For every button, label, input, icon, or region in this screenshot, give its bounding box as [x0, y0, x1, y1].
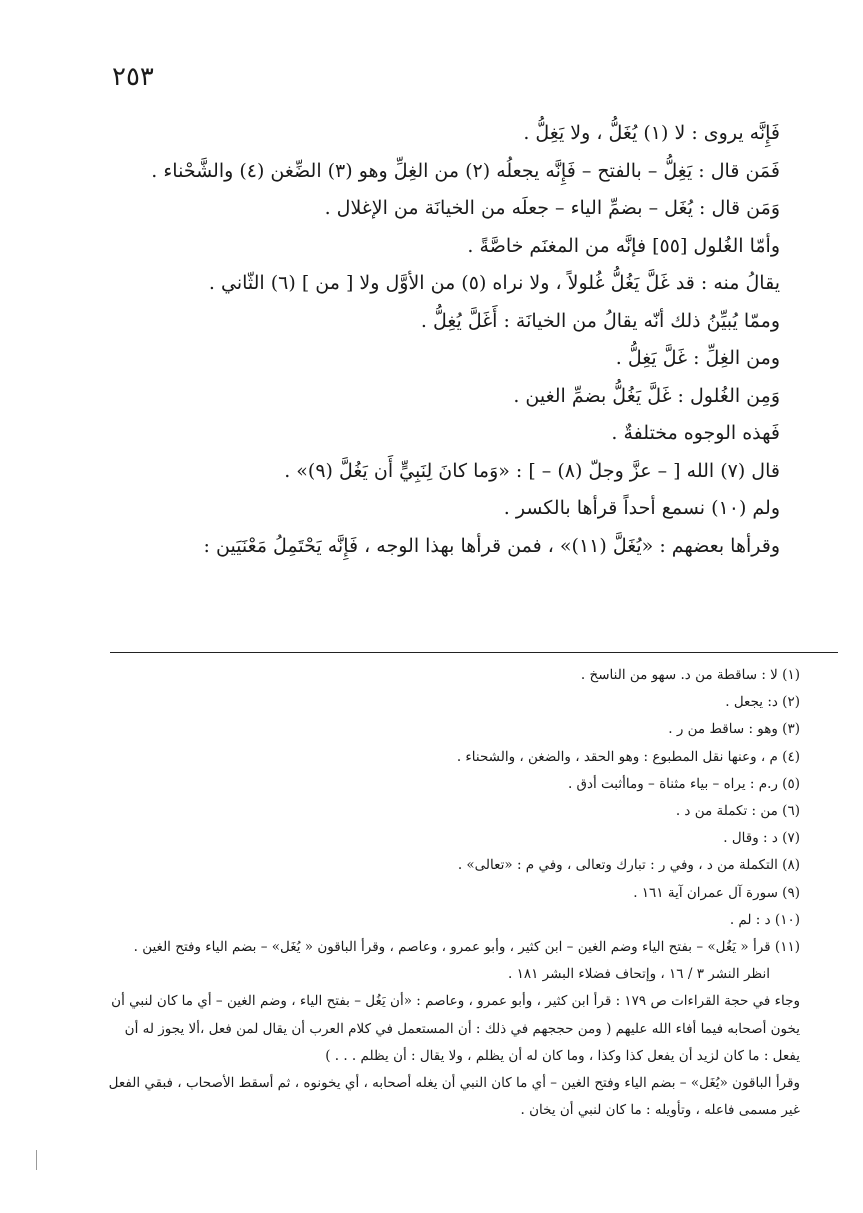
main-line: ومن الغِلِّ : غَلَّ يَغِلُّ .	[615, 347, 780, 369]
main-line: وممّا يُبيِّنُ ذلك أنّه يقالُ من الخيانَة : أَغَلَّ يُغِلُّ .	[420, 309, 780, 332]
footnotes	[100, 662, 800, 1124]
footnote: (١١) قرأ « يَغُل» – بفتح الياء وضم الغين – ابن كثير ، وأبو عمرو ، وعاصم ، وقرأ الباقون « يُغَل» – بضم الياء وفتح الغين .	[133, 939, 800, 956]
footnote: (٢) د: يجعل .	[725, 694, 800, 711]
main-line: قال (٧) الله [ – عزَّ وجلّ (٨) – ] : «وَما كانَ لِنَبِيٍّ أَن يَغُلَّ (٩)» .	[284, 459, 780, 482]
main-line: وأمّا الغُلول [٥٥] فإنَّه من المغنَم خاصَّةً .	[467, 234, 780, 257]
footnote: (١) لا : ساقطة من د. سهو من الناسخ .	[580, 667, 800, 683]
footnote: (٣) وهو : ساقط من ر .	[668, 721, 800, 738]
footnote-divider	[110, 652, 838, 653]
margin-mark	[36, 1150, 37, 1170]
main-line: فَهذه الوجوه مختلفةٌ .	[611, 422, 780, 444]
page-number: ٢٥٣	[112, 62, 154, 92]
main-line: ولم (١٠) نسمع أحداً قرأها بالكسر .	[503, 497, 780, 519]
footnote-quote: وقرأ الباقون «يُغَل» – بضم الياء وفتح الغين – أي ما كان النبي أن يغله أصحابه ، أي يخونوه ، ثم أسقط الأصحاب ، فبقي الفعل غير مسمى فاعله ، وتأويله : ما كان لنبي أن يخان .	[108, 1075, 800, 1119]
main-line: فَإِنَّه يروى : لا (١) يُغَلُّ ، ولا يَغِلُّ .	[523, 122, 780, 144]
main-line: فَمَن قال : يَغِلُّ – بالفتح – فَإِنَّه يجعلُه (٢) من الغِلِّ وهو (٣) الضِّغن (٤) والشَّحْناء .	[151, 159, 780, 182]
footnote: (٩) سورة آل عمران آية ١٦١ .	[633, 884, 800, 901]
footnote: (٦) من : تكملة من د .	[675, 803, 800, 820]
main-line: وَمَن قال : يُغَل – بضمِّ الياء – جعلَه من الخيانَة من الإغلال .	[324, 197, 780, 219]
footnote-reference: انظر النشر ٣ / ١٦ ، وإتحاف فضلاء البشر ١٨١ .	[508, 966, 770, 983]
footnote: (٥) ر.م : يراه – بياء مثناة – وماأثبت أدق .	[567, 775, 800, 792]
main-line: يقالُ منه : قد غَلَّ يَغُلُّ غُلولاً ، ولا نراه (٥) من الأوَّل ولا [ من ] (٦) الثّاني .	[208, 272, 780, 294]
footnote: (٤) م ، وعنها نقل المطبوع : وهو الحقد ، والضغن ، والشحناء .	[456, 748, 800, 765]
main-line: وَمِن الغُلول : غَلَّ يَغُلُّ بضمِّ الغين .	[513, 384, 780, 407]
footnote: (٨) التكملة من د ، وفي ر : تبارك وتعالى ، وفي م : «تعالى» .	[457, 857, 800, 874]
footnote-quote: وجاء في حجة القراءات ص ١٧٩ : قرأ ابن كثير ، وأبو عمرو ، وعاصم : «أن يَغُل – بفتح الياء ، وضم الغين – أي ما كان لنبي أن يخون أصحابه فيما أفاء الله عليهم ( ومن حججهم في ذلك : أن المستعمل في كلام العرب أن يقال لمن فعل ،ألا يجوز له أن يفعل : ما كان لزيد أن يفعل كذا وكذا ، وما كان له أن يظلم ، ولا يقال : أن يظلم . . . )	[111, 993, 800, 1064]
footnote: (٧) د : وقال .	[723, 830, 800, 847]
footnote: (١٠) د : لم .	[729, 911, 800, 928]
main-text	[120, 115, 780, 565]
main-line: وقرأها بعضهم : «يُغَلَّ (١١)» ، فمن قرأها بهذا الوجه ، فَإِنَّه يَحْتَمِلُ مَعْنَيَين :	[203, 534, 780, 557]
